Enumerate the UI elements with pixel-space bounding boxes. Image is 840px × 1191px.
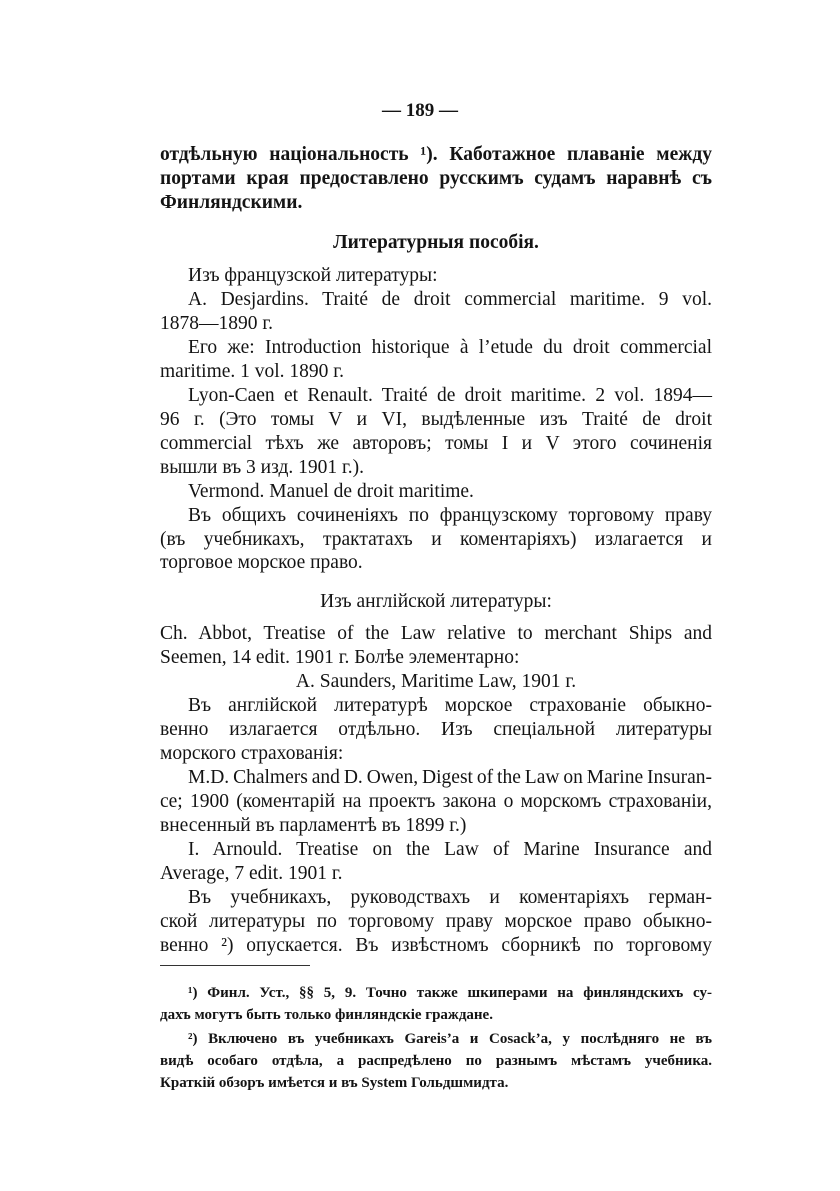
line-text: Краткій обзоръ имѣется и въ System Гольдшмидта. [160, 1075, 509, 1091]
line-text: торговое морское право. [160, 552, 363, 573]
list-heading [160, 264, 712, 288]
line-text: внесенный въ парламентѣ въ 1899 г.) [160, 815, 467, 836]
body-line [160, 551, 712, 575]
bibliography-line [160, 814, 712, 838]
bibliography-line [160, 408, 712, 432]
line-text: венно излагается отдѣльно. Изъ спеціальной литературы [160, 719, 712, 740]
footnote-divider [160, 965, 310, 966]
body-line [160, 504, 712, 528]
footnote-line [160, 1073, 712, 1093]
body-line [160, 143, 712, 167]
body-line [160, 167, 712, 191]
line-text: maritime. 1 vol. 1890 г. [160, 361, 344, 382]
bibliography-line [160, 288, 712, 312]
section-heading [160, 231, 712, 255]
bibliography-line [160, 646, 712, 670]
bibliography-line [160, 336, 712, 360]
line-text: вышли въ 3 изд. 1901 г.). [160, 457, 365, 478]
body-line [160, 886, 712, 910]
line-text: венно ²) опускается. Въ извѣстномъ сборникѣ по торговому [160, 935, 712, 956]
body-line [160, 718, 712, 742]
body-line [160, 191, 712, 215]
bibliography-line [160, 360, 712, 384]
line-text: Въ учебникахъ, руководствахъ и коментаріяхъ герман- [188, 887, 712, 908]
bibliography-line [160, 838, 712, 862]
footnote-line [160, 1005, 712, 1025]
line-text: Average, 7 edit. 1901 г. [160, 863, 343, 884]
line-text: Изъ французской литературы: [188, 265, 438, 286]
bibliography-line [160, 862, 712, 886]
line-text: ²) Включено въ учебникахъ Gareis’a и Cosack’a, у послѣдняго не въ [188, 1031, 712, 1047]
line-text: морского страхованія: [160, 743, 344, 764]
line-text: Финляндскими. [160, 192, 303, 213]
line-text: дахъ могутъ быть только финляндскіе граждане. [160, 1007, 493, 1023]
body-line [160, 694, 712, 718]
body-line [160, 528, 712, 552]
line-text: Lyon-Caen et Renault. Traité de droit maritime. 2 vol. 1894— [188, 385, 712, 406]
line-text: Ch. Abbot, Treatise of the Law relative to merchant Ships and [160, 623, 712, 644]
page-number: — 189 — [382, 100, 458, 121]
line-text: (въ учебникахъ, трактатахъ и коментаріяхъ) излагается и [160, 529, 712, 550]
line-text: 1878—1890 г. [160, 313, 274, 334]
line-text: Изъ англійской литературы: [320, 591, 552, 612]
line-text: ce; 1900 (коментарій на проектъ закона о морскомъ страхованіи, [160, 791, 712, 812]
bibliography-line [160, 384, 712, 408]
line-text: commercial тѣхъ же авторовъ; томы I и V этого сочиненія [160, 433, 712, 454]
line-text: Seemen, 14 edit. 1901 г. Болѣе элементарно: [160, 647, 520, 668]
bibliography-line [160, 790, 712, 814]
bibliography-line [160, 766, 712, 790]
line-text: Его же: Introduction historique à l’etude du droit commercial [188, 337, 712, 358]
line-text: Vermond. Manuel de droit maritime. [188, 481, 474, 502]
line-text: A. Desjardins. Traité de droit commercial maritime. 9 vol. [188, 289, 712, 310]
body-line [160, 910, 712, 934]
line-text: M.D. Chalmers and D. Owen, Digest of the Law on Marine Insuran- [188, 767, 712, 788]
line-text: Въ англійской литературѣ морское страхованіе обыкно- [188, 695, 712, 716]
line-text: A. Saunders, Maritime Law, 1901 г. [295, 671, 577, 692]
footnote-line [160, 1029, 712, 1049]
line-text: портами края предоставлено русскимъ судамъ наравнѣ съ [160, 168, 712, 189]
footnote-line [160, 983, 712, 1003]
bibliography-line [160, 670, 712, 694]
bibliography-line [160, 622, 712, 646]
bibliography-line [160, 480, 712, 504]
bibliography-line [160, 312, 712, 336]
body-line [160, 742, 712, 766]
section-heading [160, 590, 712, 614]
body-line [160, 934, 712, 958]
line-text: ской литературы по торговому праву морское право обыкно- [160, 911, 712, 932]
line-text: ¹) Финл. Уст., §§ 5, 9. Точно также шкиперами на финляндскихъ су- [188, 985, 713, 1001]
bibliography-line [160, 432, 712, 456]
line-text: отдѣльную національность ¹). Каботажное плаваніе между [160, 144, 712, 165]
line-text: 96 г. (Это томы V и VI, выдѣленные изъ Traité de droit [160, 409, 712, 430]
line-text: видѣ особаго отдѣла, а распредѣлено по разнымъ мѣстамъ учебника. [160, 1053, 712, 1069]
line-text: Литературныя пособія. [333, 232, 539, 253]
line-text: I. Arnould. Treatise on the Law of Marine Insurance and [188, 839, 712, 860]
line-text: Въ общихъ сочиненіяхъ по французскому торговому праву [188, 505, 712, 526]
footnote-line [160, 1051, 712, 1071]
bibliography-line [160, 456, 712, 480]
